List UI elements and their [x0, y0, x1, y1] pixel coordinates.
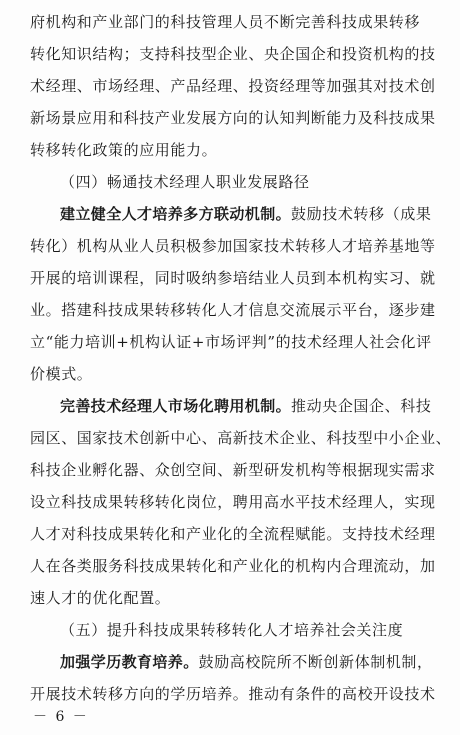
paragraph-lead-bold: 完善技术经理人市场化聘用机制。: [60, 397, 292, 415]
paragraph-text: 推动央企国企、科技: [291, 397, 432, 415]
text-line: 转移转化政策的应用能力。: [30, 141, 218, 159]
text-line: 价模式。: [30, 365, 93, 383]
text-line: 开展的培训课程，同时吸纳参培结业人员到本机构实习、就: [30, 269, 436, 287]
paragraph-lead-bold: 加强学历教育培养。: [60, 653, 199, 671]
text-line: 园区、国家技术创新中心、高新技术企业、科技型中小企业、: [30, 429, 452, 447]
text-line: 业。搭建科技成果转移转化人才信息交流展示平台，逐步建: [30, 301, 436, 319]
text-line: 转化知识结构；支持科技型企业、央企国企和投资机构的技: [30, 45, 436, 63]
paragraph-text: 鼓励技术转移（成果: [291, 205, 432, 223]
paragraph-first-line: [60, 652, 460, 672]
text-line: 立“能力培训+机构认证+市场评判”的技术经理人社会化评: [30, 333, 432, 351]
text-line: 转化）机构从业人员积极参加国家技术转移人才培养基地等: [30, 237, 436, 255]
paragraph-text: 鼓励高校院所不断创新体制机制，: [198, 653, 433, 671]
text-line: 人在各类服务科技成果转化和产业化的机构内合理流动，加: [30, 557, 436, 575]
section-heading: （五）提升科技成果转移转化人才培养社会关注度: [60, 621, 404, 639]
paragraph-first-line: [60, 396, 460, 416]
text-line: 人才对科技成果转化和产业化的全流程赋能。支持技术经理: [30, 525, 436, 543]
text-line: 开展技术转移方向的学历培养。推动有条件的高校开设技术: [30, 685, 436, 703]
paragraph-first-line: [60, 204, 460, 224]
text-line: 府机构和产业部门的科技管理人员不断完善科技成果转移: [30, 13, 421, 31]
text-line: 设立科技成果转移转化岗位，聘用高水平技术经理人，实现: [30, 493, 436, 511]
paragraph-lead-bold: 建立健全人才培养多方联动机制。: [60, 205, 292, 223]
text-line: 新场景应用和科技产业发展方向的认知判断能力及科技成果: [30, 109, 436, 127]
text-line: 速人才的优化配置。: [30, 589, 171, 607]
text-line: 科技企业孵化器、众创空间、新型研发机构等根据现实需求: [30, 461, 436, 479]
page-number: － 6 －: [33, 709, 89, 725]
section-heading: （四）畅通技术经理人职业发展路径: [60, 173, 310, 191]
text-line: 术经理、市场经理、产品经理、投资经理等加强其对技术创: [30, 77, 436, 95]
